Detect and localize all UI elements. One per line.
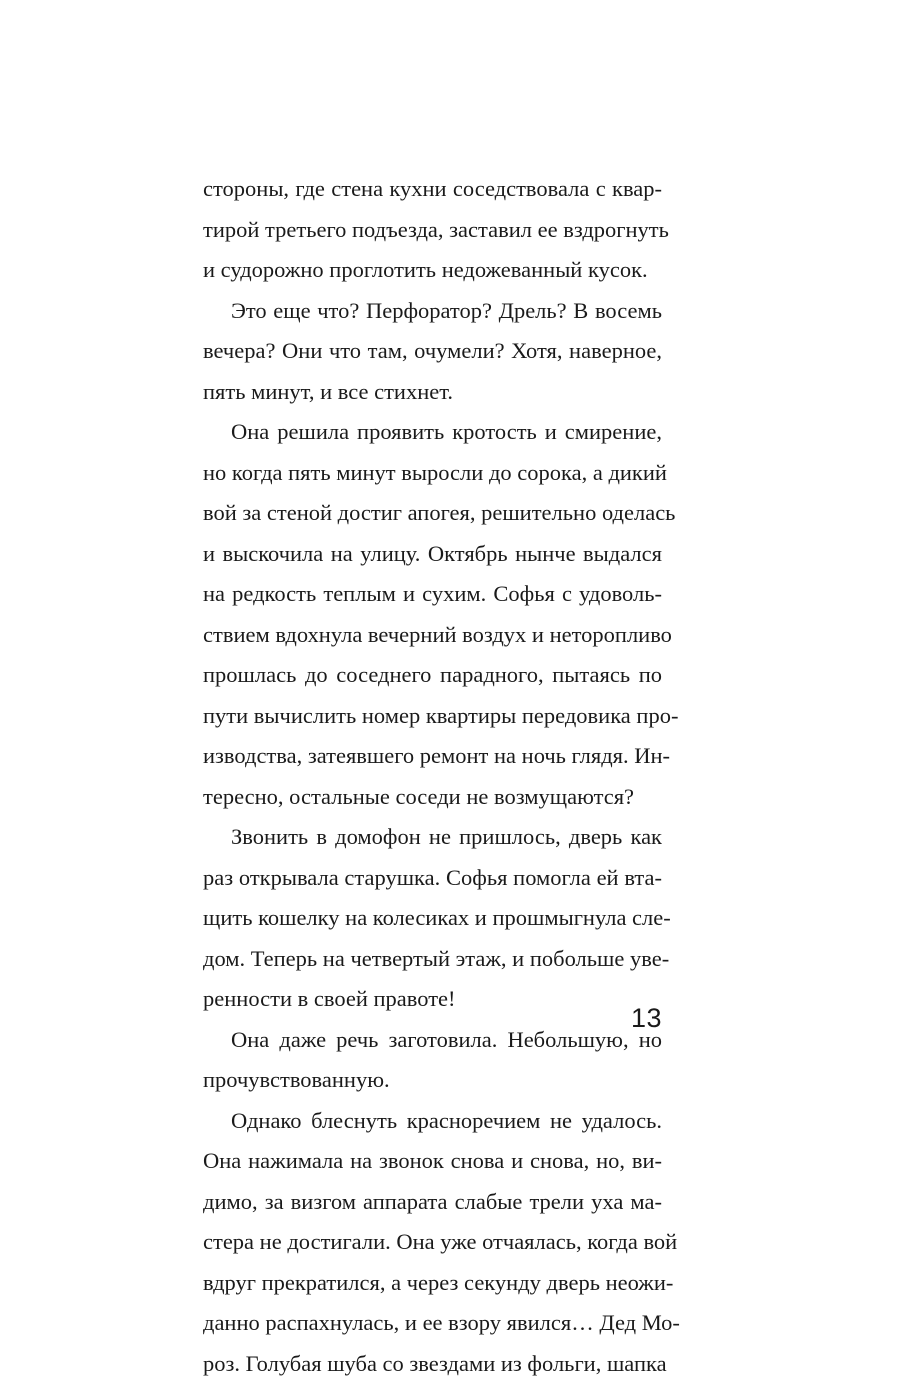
text-line: Она нажимала на звонок снова и снова, но, ви- bbox=[203, 1141, 662, 1182]
text-line: раз открывала старушка. Софья помогла ей вта- bbox=[203, 858, 662, 899]
text-line: тирой третьего подъезда, заставил ее вздрогнуть bbox=[203, 210, 662, 251]
text-line: Однако блеснуть красноречием не удалось. bbox=[203, 1101, 662, 1142]
text-line: прочувствованную. bbox=[203, 1060, 662, 1101]
text-line: димо, за визгом аппарата слабые трели уха ма- bbox=[203, 1182, 662, 1223]
text-line: Это еще что? Перфоратор? Дрель? В восемь bbox=[203, 291, 662, 332]
text-line: Она решила проявить кротость и смирение, bbox=[203, 412, 662, 453]
text-line: ренности в своей правоте! bbox=[203, 979, 662, 1020]
text-line: Звонить в домофон не пришлось, дверь как bbox=[203, 817, 662, 858]
text-line: щить кошелку на колесиках и прошмыгнула сле- bbox=[203, 898, 662, 939]
text-line: изводства, затеявшего ремонт на ночь глядя. Ин- bbox=[203, 736, 662, 777]
page-number: 13 bbox=[631, 1003, 662, 1034]
text-line: роз. Голубая шуба со звездами из фольги, шапка bbox=[203, 1344, 662, 1384]
text-line: прошлась до соседнего парадного, пытаясь по bbox=[203, 655, 662, 696]
text-line: пять минут, и все стихнет. bbox=[203, 372, 662, 413]
text-line: ствием вдохнула вечерний воздух и неторопливо bbox=[203, 615, 662, 656]
text-line: пути вычислить номер квартиры передовика про- bbox=[203, 696, 662, 737]
text-line: данно распахнулась, и ее взору явился… Дед Мо- bbox=[203, 1303, 662, 1344]
text-line: на редкость теплым и сухим. Софья с удоволь- bbox=[203, 574, 662, 615]
text-line: и выскочила на улицу. Октябрь нынче выдался bbox=[203, 534, 662, 575]
text-line: стера не достигали. Она уже отчаялась, когда вой bbox=[203, 1222, 662, 1263]
text-line: вой за стеной достиг апогея, решительно оделась bbox=[203, 493, 662, 534]
text-line: Она даже речь заготовила. Небольшую, но bbox=[203, 1020, 662, 1061]
text-line: вдруг прекратился, а через секунду дверь неожи- bbox=[203, 1263, 662, 1304]
text-line: дом. Теперь на четвертый этаж, и побольше уве- bbox=[203, 939, 662, 980]
text-line: стороны, где стена кухни соседствовала с квар- bbox=[203, 169, 662, 210]
text-line: вечера? Они что там, очумели? Хотя, наверное, bbox=[203, 331, 662, 372]
text-line: но когда пять минут выросли до сорока, а дикий bbox=[203, 453, 662, 494]
text-line: тересно, остальные соседи не возмущаются? bbox=[203, 777, 662, 818]
text-line: и судорожно проглотить недожеванный кусок. bbox=[203, 250, 662, 291]
body-text bbox=[203, 169, 662, 1384]
